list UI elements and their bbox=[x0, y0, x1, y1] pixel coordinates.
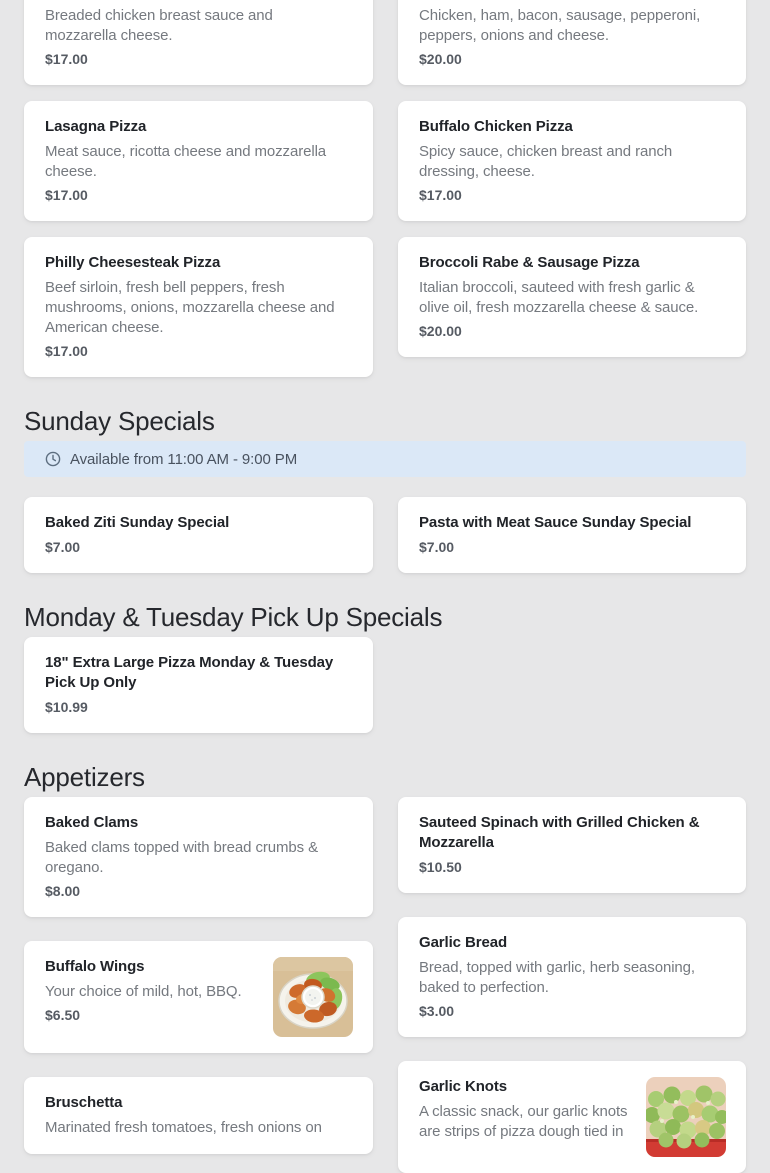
menu-item-card[interactable] bbox=[398, 0, 746, 85]
item-price: $7.00 bbox=[45, 539, 81, 555]
garlic-knots-photo bbox=[646, 1077, 726, 1157]
menu-item-card-buffalo-chicken-pizza[interactable] bbox=[398, 101, 746, 221]
item-description: A classic snack, our garlic knots are strips of pizza dough tied in bbox=[419, 1103, 628, 1140]
menu-item-card-pasta-meat-sauce[interactable] bbox=[398, 497, 746, 573]
menu-item-card-baked-clams[interactable] bbox=[24, 797, 373, 917]
buffalo-wings-photo bbox=[273, 957, 353, 1037]
pickup-left-column bbox=[24, 637, 373, 733]
item-price: $17.00 bbox=[45, 343, 88, 359]
item-title: Pasta with Meat Sauce Sunday Special bbox=[419, 514, 692, 531]
sunday-left-column bbox=[24, 497, 373, 573]
menu-item-card-18-extra-large-pizza[interactable] bbox=[24, 637, 373, 733]
item-description: Meat sauce, ricotta cheese and mozzarella cheese. bbox=[45, 143, 327, 180]
item-price: $17.00 bbox=[45, 51, 88, 67]
section-sunday-specials bbox=[24, 497, 746, 573]
menu-item-card-garlic-bread[interactable] bbox=[398, 917, 746, 1037]
item-title: Bruschetta bbox=[45, 1094, 123, 1111]
item-price: $20.00 bbox=[419, 323, 462, 339]
item-price: $3.00 bbox=[419, 1003, 455, 1019]
item-description: Breaded chicken breast sauce and mozzarella cheese. bbox=[45, 7, 273, 44]
section-heading-sunday-specials: Sunday Specials bbox=[24, 406, 215, 436]
appetizers-right-column bbox=[398, 797, 746, 1173]
item-price: $8.00 bbox=[45, 883, 81, 899]
item-description: Bread, topped with garlic, herb seasoning, baked to perfection. bbox=[419, 959, 695, 996]
item-description: Your choice of mild, hot, BBQ. bbox=[45, 983, 242, 1000]
item-title: Lasagna Pizza bbox=[45, 118, 147, 135]
item-price: $17.00 bbox=[45, 187, 88, 203]
menu-item-card-sauteed-spinach[interactable] bbox=[398, 797, 746, 893]
appetizers-left-column bbox=[24, 797, 373, 1154]
item-title: Philly Cheesesteak Pizza bbox=[45, 254, 221, 271]
section-heading-pickup-specials: Monday & Tuesday Pick Up Specials bbox=[24, 602, 443, 632]
menu-item-card-garlic-knots[interactable] bbox=[398, 1061, 746, 1173]
menu-item-card-philly-cheesesteak-pizza[interactable] bbox=[24, 237, 373, 377]
item-title: Baked Ziti Sunday Special bbox=[45, 514, 230, 531]
item-title: Broccoli Rabe & Sausage Pizza bbox=[419, 254, 640, 271]
pizzas-left-column bbox=[24, 0, 373, 377]
item-description: Spicy sauce, chicken breast and ranch dressing, cheese. bbox=[419, 143, 673, 180]
item-description: Baked clams topped with bread crumbs & oregano. bbox=[45, 839, 319, 876]
item-title: Baked Clams bbox=[45, 814, 139, 831]
section-pickup-specials bbox=[24, 637, 746, 733]
pizzas-right-column bbox=[398, 0, 746, 357]
menu-item-card[interactable] bbox=[24, 0, 373, 85]
item-description: Beef sirloin, fresh bell peppers, fresh mushrooms, onions, mozzarella cheese and American cheese. bbox=[45, 279, 335, 336]
item-title: Buffalo Chicken Pizza bbox=[419, 118, 573, 135]
item-title: Sauteed Spinach with Grilled Chicken & Mozzarella bbox=[419, 814, 700, 851]
menu-item-card-broccoli-rabe-sausage-pizza[interactable] bbox=[398, 237, 746, 357]
item-price: $7.00 bbox=[419, 539, 455, 555]
availability-banner bbox=[24, 441, 746, 477]
item-description: Marinated fresh tomatoes, fresh onions on bbox=[45, 1119, 322, 1136]
clock-icon bbox=[45, 451, 61, 467]
item-price: $10.99 bbox=[45, 699, 88, 715]
menu-item-card-bruschetta[interactable] bbox=[24, 1077, 373, 1154]
item-title: Garlic Knots bbox=[419, 1078, 507, 1095]
menu-item-card-lasagna-pizza[interactable] bbox=[24, 101, 373, 221]
item-title: 18" Extra Large Pizza Monday & Tuesday Pick Up Only bbox=[45, 654, 334, 691]
menu-item-card-baked-ziti[interactable] bbox=[24, 497, 373, 573]
item-price: $17.00 bbox=[419, 187, 462, 203]
section-heading-appetizers: Appetizers bbox=[24, 762, 145, 792]
section-appetizers bbox=[24, 797, 746, 1173]
item-price: $20.00 bbox=[419, 51, 462, 67]
item-description: Italian broccoli, sauteed with fresh garlic & olive oil, fresh mozzarella cheese & sauce. bbox=[419, 279, 699, 316]
item-description: Chicken, ham, bacon, sausage, pepperoni, peppers, onions and cheese. bbox=[419, 7, 701, 44]
section-pizzas bbox=[24, 0, 746, 377]
menu-item-card-buffalo-wings[interactable] bbox=[24, 941, 373, 1053]
item-title: Garlic Bread bbox=[419, 934, 508, 951]
availability-text: Available from 11:00 AM - 9:00 PM bbox=[70, 450, 298, 468]
item-title: Buffalo Wings bbox=[45, 958, 145, 975]
sunday-right-column bbox=[398, 497, 746, 573]
item-price: $10.50 bbox=[419, 859, 462, 875]
item-price: $6.50 bbox=[45, 1007, 81, 1023]
